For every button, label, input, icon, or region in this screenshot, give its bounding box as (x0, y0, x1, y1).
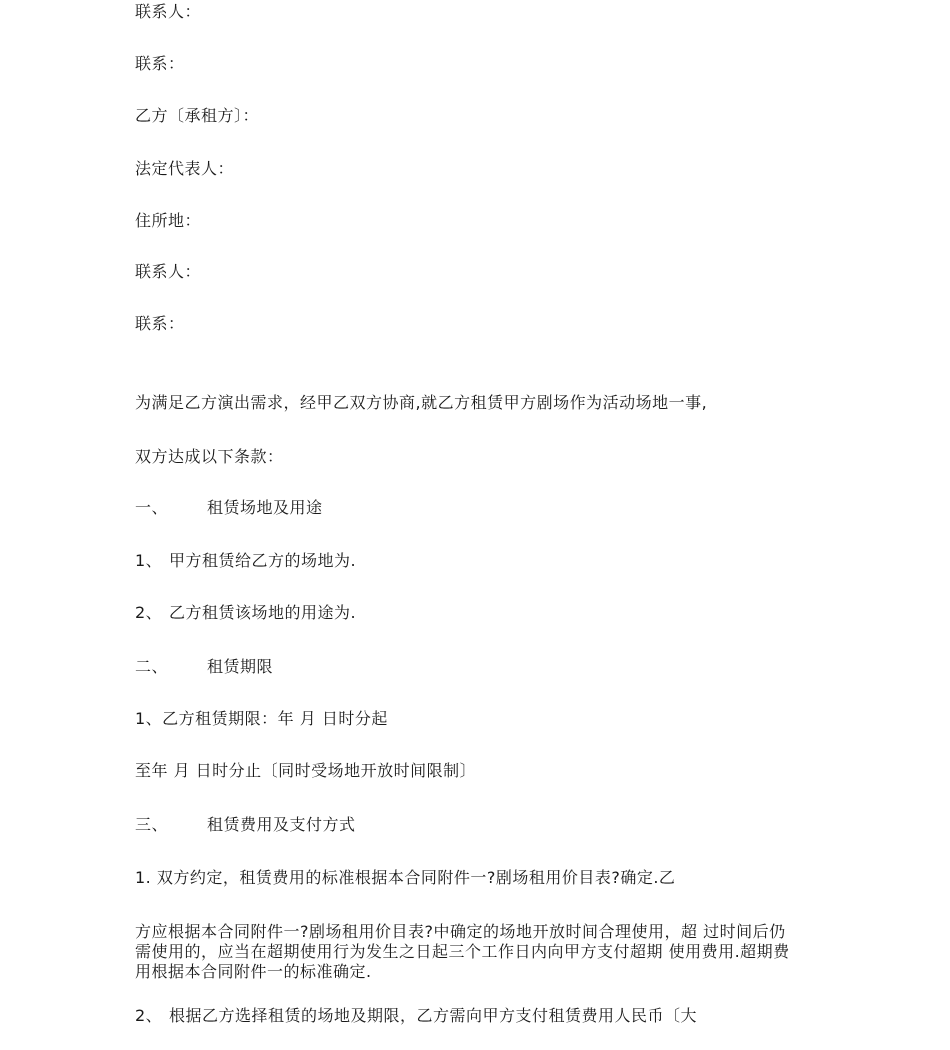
party-a-phone: 联系： (135, 54, 185, 73)
party-b-contact-person: 联系人： (135, 262, 202, 281)
section-3-item-1-continued: 方应根据本合同附件一?剧场租用价目表?中确定的场地开放时间合理使用，超 过时间后仍需使用的，应当在超期使用行为发生之日起三个工作日内向甲方支付超期 使用费用.超期费用根据本合同附件一的标准确定. (135, 922, 790, 981)
section-3-item-2-number: 2、 (135, 1006, 163, 1025)
party-b-phone: 联系： (135, 314, 185, 333)
section-1-item-1-text: 甲方租赁给乙方的场地为. (169, 551, 357, 570)
section-2-item-1-continued: 至年 月 日时分止〔同时受场地开放时间限制〕 (135, 761, 477, 780)
section-3-item-2-text: 根据乙方选择租赁的场地及期限，乙方需向甲方支付租赁费用人民币〔大 (169, 1006, 698, 1025)
section-1-item-2-number: 2、 (135, 603, 163, 622)
party-b-legal-rep: 法定代表人： (135, 159, 235, 178)
section-2-number: 二、 (135, 657, 169, 676)
section-1-item-2-text: 乙方租赁该场地的用途为. (169, 603, 357, 622)
party-a-contact-person: 联系人： (135, 2, 202, 21)
preamble-line-2: 双方达成以下条款： (135, 447, 284, 466)
section-1-item-1 (135, 551, 356, 571)
section-1-item-1-number: 1、 (135, 551, 163, 570)
section-1-heading (135, 498, 323, 518)
party-b-address: 住所地： (135, 211, 202, 230)
section-3-item-2 (135, 1006, 697, 1026)
section-3-item-1: 1. 双方约定，租赁费用的标准根据本合同附件一?剧场租用价目表?确定.乙 (135, 868, 676, 887)
party-b-title: 乙方〔承租方〕： (135, 106, 260, 125)
section-3-title: 租赁费用及支付方式 (207, 815, 356, 834)
section-3-number: 三、 (135, 815, 169, 834)
section-1-number: 一、 (135, 498, 169, 517)
section-2-heading (135, 657, 273, 677)
section-3-heading (135, 815, 356, 835)
section-2-title: 租赁期限 (207, 657, 274, 676)
section-2-item-1: 1、乙方租赁期限：年 月 日时分起 (135, 709, 388, 728)
section-1-title: 租赁场地及用途 (207, 498, 323, 517)
preamble-line-1: 为满足乙方演出需求，经甲乙双方协商,就乙方租赁甲方剧场作为活动场地一事, (135, 393, 708, 412)
section-1-item-2 (135, 603, 356, 623)
